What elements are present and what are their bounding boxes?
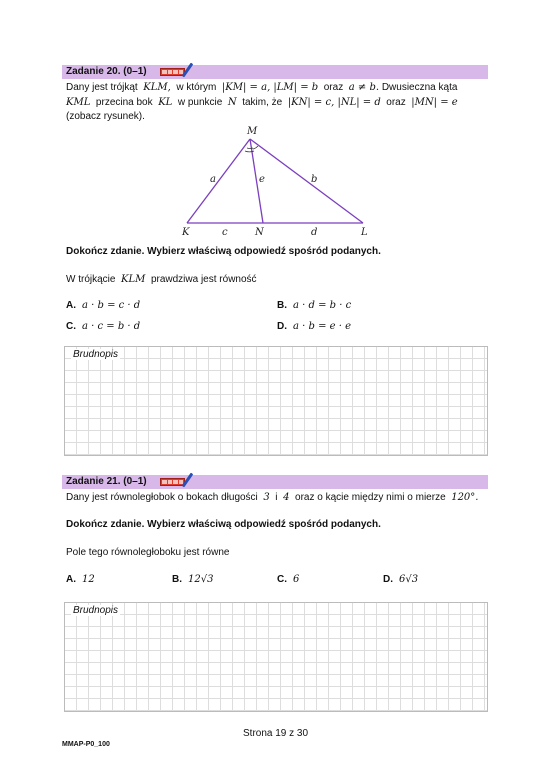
task20-header [62, 65, 488, 79]
label-e: e [259, 174, 265, 185]
label-l: L [361, 227, 368, 238]
label-k: K [182, 227, 190, 238]
label-a: a [210, 174, 216, 185]
label-c: c [222, 227, 228, 238]
task21-option-d[interactable]: D. 6√3 [383, 574, 419, 585]
label-n: N [255, 227, 264, 238]
document-code: MMAP-P0_100 [62, 741, 110, 748]
task20-option-d[interactable]: D. a · b = e · e [277, 321, 352, 332]
task20-title: Zadanie 20. (0–1) [66, 66, 147, 77]
triangle-figure [170, 122, 390, 242]
task20-line1: Dany jest trójkąt KLM, w którym |KM| = a, |LM| = b oraz a ≠ b. Dwusieczna kąta [66, 82, 458, 93]
task21-option-b[interactable]: B. 12√3 [172, 574, 214, 585]
task20-stem: W trójkącie KLM prawdziwa jest równość [66, 274, 257, 285]
task20-instruction: Dokończ zdanie. Wybierz właściwą odpowiedź spośród podanych. [66, 246, 381, 257]
task20-option-c[interactable]: C. a · c = b · d [66, 321, 141, 332]
task21-scratchpad[interactable] [64, 602, 488, 712]
label-m: M [247, 126, 258, 137]
scratchpad-label: Brudnopis [73, 605, 119, 616]
task20-option-a[interactable]: A. a · b = c · d [66, 300, 141, 311]
task20-scratchpad[interactable] [64, 346, 488, 456]
side-lm [250, 139, 363, 223]
task21-header [62, 475, 488, 489]
task21-instruction: Dokończ zdanie. Wybierz właściwą odpowiedź spośród podanych. [66, 519, 381, 530]
task20-option-b[interactable]: B. a · d = b · c [277, 300, 352, 311]
task21-option-a[interactable]: A. 12 [66, 574, 95, 585]
task21-title: Zadanie 21. (0–1) [66, 476, 147, 487]
task20-line3: (zobacz rysunek). [66, 111, 145, 122]
task20-line2: KML przecina bok KL w punkcie N takim, że |KN| = c, |NL| = d oraz |MN| = e [66, 97, 458, 108]
page-number: Strona 19 z 30 [243, 728, 309, 739]
task21-stem: Pole tego równoległoboku jest równe [66, 547, 230, 558]
label-d: d [311, 227, 318, 238]
task21-line1: Dany jest równoległobok o bokach długości 3 i 4 oraz o kącie między nimi o mierze 120°. [66, 492, 479, 503]
label-b: b [311, 174, 318, 185]
side-km [187, 139, 250, 223]
scratchpad-label: Brudnopis [73, 349, 119, 360]
task21-option-c[interactable]: C. 6 [277, 574, 300, 585]
